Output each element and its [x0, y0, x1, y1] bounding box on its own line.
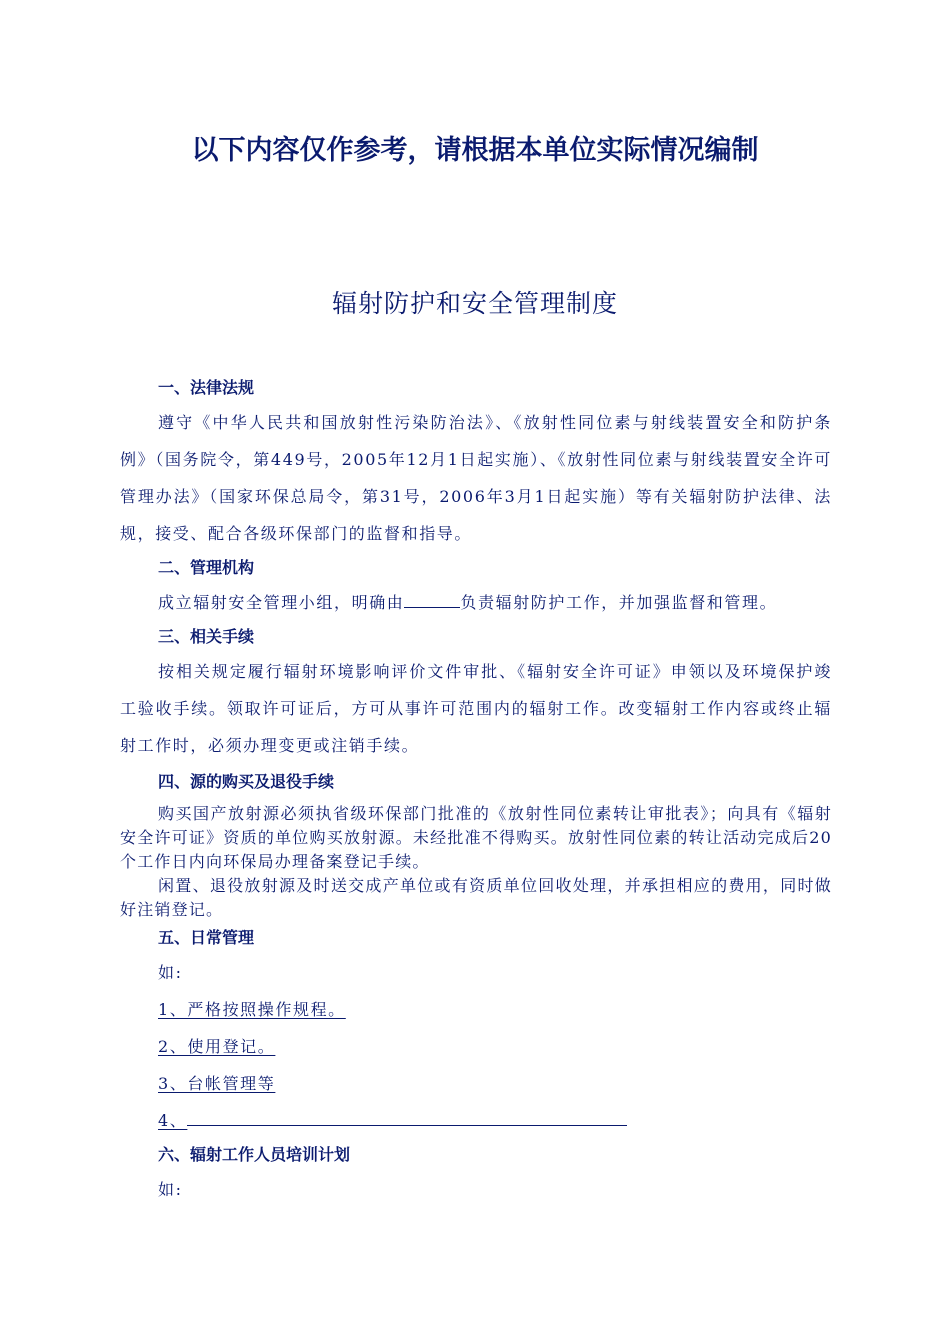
section-body-source-purchase: 购买国产放射源必须执省级环保部门批准的《放射性同位素转让审批表》；向具有《辐射安全许可证》资质的单位购买放射源。未经批准不得购买。放射性同位素的转让活动完成后20个工作日内向环保局办理备案登记手续。 — [120, 804, 832, 871]
section-body-laws: 遵守《中华人民共和国放射性污染防治法》、《放射性同位素与射线装置安全和防护条例》（国务院令，第449号，2005年12月1日起实施）、《放射性同位素与射线装置安全许可管理办法》（国家环保总局令，第31号，2006年3月1日起实施）等有关辐射防护法律、法规，接受、配合各级环保部门的监督和指导。 — [120, 413, 832, 543]
reference-notice: 以下内容仅作参考，请根据本单位实际情况编制 — [191, 135, 759, 166]
training-intro: 如: — [158, 1180, 183, 1199]
section-body-organization — [120, 584, 832, 621]
section-heading-source-purchase: 四、源的购买及退役手续 — [158, 772, 335, 791]
organization-text-before: 成立辐射安全管理小组，明确由 — [158, 593, 405, 612]
daily-item-text: 3、台帐管理等 — [158, 1074, 276, 1093]
section-heading-organization: 二、管理机构 — [158, 558, 255, 577]
section-body-procedures: 按相关规定履行辐射环境影响评价文件审批、《辐射安全许可证》申领以及环境保护竣工验收手续。领取许可证后，方可从事许可范围内的辐射工作。改变辐射工作内容或终止辐射工作时，必须办理变更或注销手续。 — [120, 662, 832, 755]
document-body — [120, 372, 832, 1208]
daily-management-item — [120, 991, 832, 1028]
section-heading-procedures: 三、相关手续 — [158, 627, 255, 646]
organization-text-after: 负责辐射防护工作，并加强监督和管理。 — [460, 593, 778, 612]
daily-item-text: 2、使用登记。 — [158, 1037, 276, 1056]
document-title: 辐射防护和安全管理制度 — [331, 289, 618, 318]
fill-in-blank — [187, 1111, 627, 1126]
section-heading-laws: 一、法律法规 — [158, 378, 255, 397]
section-heading-training: 六、辐射工作人员培训计划 — [158, 1145, 351, 1164]
daily-management-item — [120, 1102, 832, 1139]
section-heading-daily-management: 五、日常管理 — [158, 928, 255, 947]
fill-in-blank — [404, 593, 460, 608]
daily-item-text: 4、 — [158, 1111, 188, 1130]
daily-item-text: 1、严格按照操作规程。 — [158, 1000, 346, 1019]
daily-management-intro: 如: — [158, 963, 183, 982]
daily-management-item — [120, 1065, 832, 1102]
daily-management-item — [120, 1028, 832, 1065]
section-body-source-retirement: 闲置、退役放射源及时送交成产单位或有资质单位回收处理，并承担相应的费用，同时做好注销登记。 — [120, 876, 832, 919]
